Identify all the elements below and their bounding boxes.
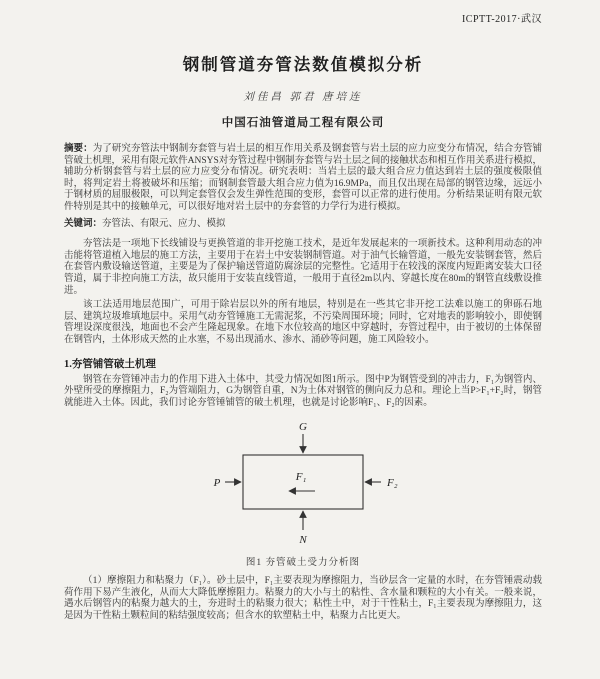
- force-label-F2: F₂: [387, 477, 398, 490]
- abstract: [64, 144, 542, 214]
- affiliation: 中国石油管道局工程有限公司: [221, 117, 385, 129]
- force-label-P: P: [213, 477, 221, 490]
- force-diagram: [173, 417, 433, 545]
- body-paragraph-1: 夯管法是一项地下长线铺设与更换管道的非开挖施工技术，是近年发展起来的一项新技术。这种利用动态的冲击能将管道植入地层的施工方法，主要用于在岩土中安装钢制管道。对于油气长输管道，一般先安装钢套管，然后在套管内敷设输送管道，主要是为了保护输送管道防腐涂层的完整性。它适用于在较浅的深度内短距离安装大口径管道，属于非控向施工方法，故只能用于安装直线管道，一般用于直径2m以内、穿越长度在80m的钢管直线敷设推进。: [64, 239, 542, 296]
- body-paragraph-3: 钢管在夯管锤冲击力的作用下进入土体中，其受力情况如图1所示。图中P为钢管受到的冲击力，F₁为钢管内、外壁所受的摩擦阻力，F₂为管端阻力，G为钢管自重，N为土体对钢管的侧向反力总和。理论上当P>F₁+F₂时，钢管就能进入土体。因此，我们讨论夯管锤铺管的破土机理，也就是讨论影响F₁、F₂的因素。: [64, 374, 542, 408]
- force-label-N: N: [299, 534, 307, 546]
- figure-1-caption: 图1 夯管破土受力分析图: [245, 558, 361, 569]
- abstract-label: 摘要：: [64, 144, 93, 154]
- paper-title: 钢制管道夯管法数值模拟分析: [182, 55, 424, 74]
- body-paragraph-2: 该工法适用地层范围广，可用于除岩层以外的所有地层，特别是在一些其它非开挖工法难以施工的卵砾石地层、建筑垃圾堆填地层中。采用气动夯管锤施工无需泥浆，不污染周围环境；同时，它对地表的影响较小，即使钢管埋设深度很浅，地面也不会产生隆起现象。在地下水位较高的地区中穿越时，夯管过程中，由于被切的土体保留在钢管内，土体形成天然的止水塞，不易出现涌水、渗水、涌砂等问题，施工风险较小。: [64, 300, 542, 345]
- keywords-label: 关键词：: [64, 218, 103, 229]
- section-1-heading: 1.夯管铺管破土机理: [64, 358, 156, 370]
- abstract-text: 为了研究夯管法中钢制夯套管与岩土层的相互作用关系及钢套管与岩土层的应力应变分布情况，结合夯管铺管破土机理，采用有限元软件ANSYS对夯管过程中钢制夯套管与岩土层之间的接触状态和相互作用关系进行模拟，辅助分析钢套管与岩土层的应力应变分布情况。研究表明：当岩土层的最大组合应力值达到岩土层的强度极限值时，将判定岩土将被破坏和压缩；而钢制套管最大组合应力值为16.9MPa，而且仅出现在局部的钢管边缘，远远小于钢材质的屈服极限，可以判定套管仅会发生弹性范围的变形，套管可以正常的进行使用。分析结果证明有限元软件特别是其中的接触单元，可以很好地对岩土层中的夯套管的力学行为进行模拟。: [64, 144, 542, 212]
- keywords-text: 夯管法、有限元、应力、模拟: [102, 218, 226, 229]
- force-label-F1: F₁: [295, 471, 307, 484]
- authors: 刘佳昌 郭君 唐培连: [243, 92, 363, 103]
- figure-1: [64, 417, 542, 550]
- keywords: [64, 219, 542, 231]
- conference-header: ICPTT-2017·武汉: [461, 14, 542, 25]
- body-paragraph-4: （1）摩擦阻力和粘聚力（F₁）。砂土层中，F₁主要表现为摩擦阻力，当砂层含一定量的水时，在夯管锤震动载荷作用下易产生液化，从而大大降低摩擦阻力。粘聚力的大小与土的粘性、含水量和颗粒的大小有关。一般来说，遇水后钢管内的粘聚力越大的土，夯进时土的粘聚力很大；粘性土中，对于干性粘土，F₁主要表现为摩擦阻力，这是因为干性粘土颗粒间的粘结强度较高；但含水的软塑粘土中，粘聚力占比更大。: [64, 576, 542, 622]
- force-label-G: G: [299, 421, 307, 434]
